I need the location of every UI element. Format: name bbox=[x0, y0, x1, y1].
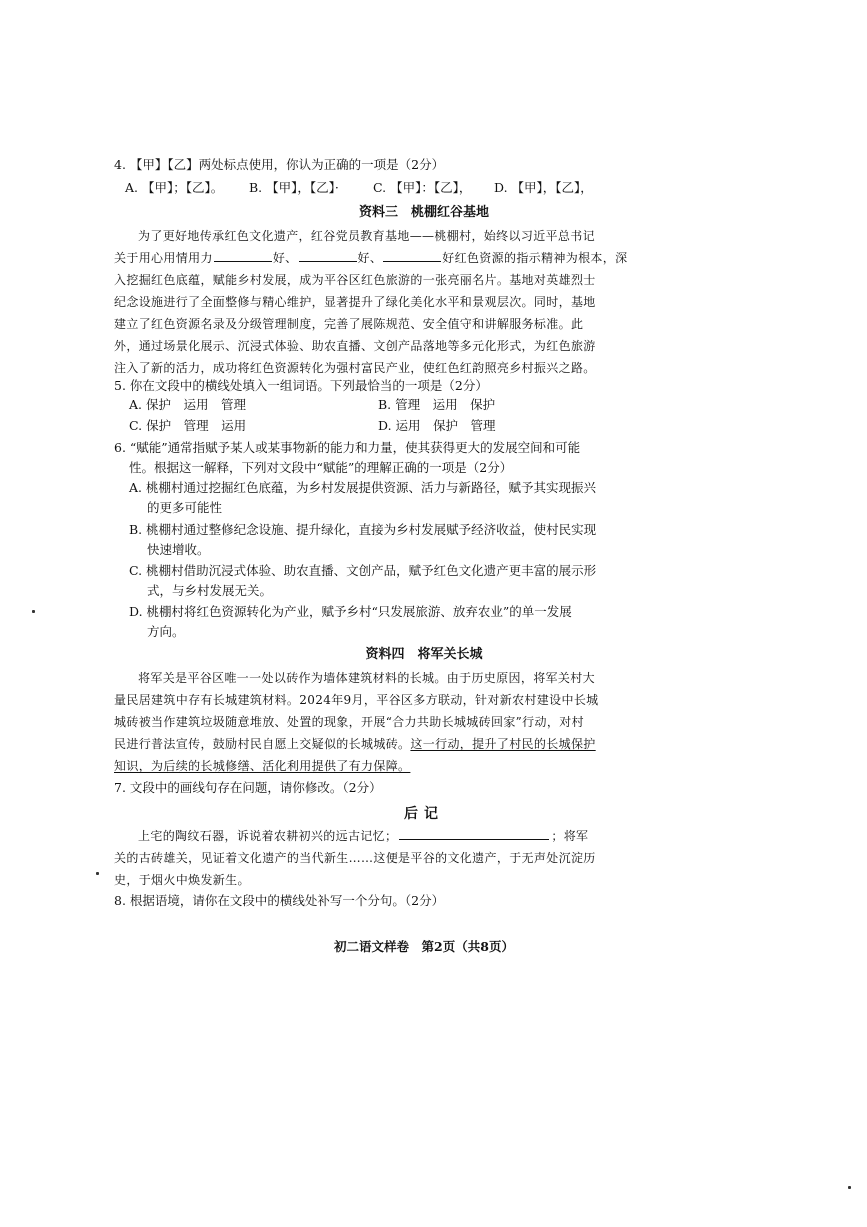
q6-option-c-line-1: C. 桃棚村借助沉浸式体验、助农直播、文创产品，赋予红色文化遗产更丰富的展示形 bbox=[129, 563, 597, 578]
afterword-line-3: 史，于烟火中焕发新生。 bbox=[114, 873, 250, 887]
q6-option-b-line-2: 快速增收。 bbox=[147, 542, 210, 557]
material3-line2-suffix: 好红色资源的指示精神为根本，深 bbox=[442, 251, 628, 265]
page-footer: 初二语文样卷 第2页（共8页） bbox=[334, 939, 514, 954]
material3-line2-prefix: 关于用心用情用力 bbox=[114, 251, 213, 265]
underlined-sentence-part-1: 这一行动，提升了村民的长城保护 bbox=[410, 737, 596, 751]
q5-option-b: B. 管理 运用 保护 bbox=[378, 397, 496, 412]
material4-line-5 bbox=[114, 758, 734, 774]
q4-option-c: C. 【甲】：【乙】， bbox=[373, 180, 472, 195]
material4-line-4 bbox=[114, 736, 734, 752]
q6-option-a-line-2: 的更多可能性 bbox=[147, 500, 223, 515]
material3-line2-mid1: 好、 bbox=[272, 251, 298, 265]
q5-stem: 5. 你在文段中的横线处填入一组词语。下列最恰当的一项是（2分） bbox=[114, 378, 488, 393]
afterword-line-1 bbox=[114, 828, 734, 844]
material3-line-3: 入挖掘红色底蕴，赋能乡村发展，成为平谷区红色旅游的一张亮丽名片。基地对英雄烈士 bbox=[114, 273, 596, 287]
material3-line-5: 建立了红色资源名录及分级管理制度，完善了展陈规范、安全值守和讲解服务标准。此 bbox=[114, 317, 584, 331]
q6-option-c-line-2: 式，与乡村发展无关。 bbox=[147, 583, 273, 598]
q5-option-a: A. 保护 运用 管理 bbox=[129, 397, 246, 412]
material4-line4-plain: 民进行普法宣传，鼓励村民自愿上交疑似的长城城砖。 bbox=[114, 737, 411, 751]
afterword-fill-blank bbox=[399, 828, 549, 840]
q5-option-c: C. 保护 管理 运用 bbox=[129, 418, 247, 433]
afterword-line-2: 关的古砖雄关，见证着文化遗产的当代新生……这便是平谷的文化遗产，于无声处沉淀历 bbox=[114, 851, 596, 865]
fill-blank-1 bbox=[214, 250, 272, 262]
q8-stem: 8. 根据语境，请你在文段中的横线处补写一个分句。（2分） bbox=[114, 893, 445, 908]
material3-line2-mid2: 好、 bbox=[357, 251, 383, 265]
fill-blank-2 bbox=[299, 250, 357, 262]
q6-option-b-line-1: B. 桃棚村通过整修纪念设施、提升绿化，直接为乡村发展赋予经济收益，使村民实现 bbox=[129, 522, 597, 537]
q6-option-a-line-1: A. 桃棚村通过挖掘红色底蕴，为乡村发展提供资源、活力与新路径，赋予其实现振兴 bbox=[129, 480, 596, 495]
material3-line-1: 为了更好地传承红色文化遗产，红谷党员教育基地——桃棚村，始终以习近平总书记 bbox=[138, 229, 595, 243]
afterword-line1-prefix: 上宅的陶纹石器，诉说着农耕初兴的远古记忆； bbox=[138, 829, 398, 843]
material3-line-7: 注入了新的活力，成功将红色资源转化为强村富民产业，使红色红韵照亮乡村振兴之路。 bbox=[114, 361, 596, 375]
q6-option-d-line-1: D. 桃棚村将红色资源转化为产业，赋予乡村“只发展旅游、放弃农业”的单一发展 bbox=[129, 604, 572, 619]
q6-stem-line-2: 性。根据这一解释，下列对文段中“赋能”的理解正确的一项是（2分） bbox=[129, 460, 513, 475]
material3-line-2 bbox=[114, 250, 734, 266]
q4-stem: 4. 【甲】【乙】两处标点使用，你认为正确的一项是（2分） bbox=[114, 157, 445, 172]
material4-title: 资料四 将军关长城 bbox=[365, 647, 483, 662]
scan-speck bbox=[96, 872, 99, 875]
material4-line-3: 城砖被当作建筑垃圾随意堆放、处置的现象，开展“合力共助长城城砖回家”行动，对村 bbox=[114, 715, 584, 729]
fill-blank-3 bbox=[383, 250, 441, 262]
afterword-title: 后记 bbox=[404, 806, 444, 822]
q6-stem-line-1: 6. “赋能”通常指赋予某人或某事物新的能力和力量，使其获得更大的发展空间和可能 bbox=[114, 440, 581, 455]
afterword-line1-suffix: ；将军 bbox=[551, 829, 589, 843]
material3-line-6: 外，通过场景化展示、沉浸式体验、助农直播、文创产品落地等多元化形式，为红色旅游 bbox=[114, 339, 596, 353]
q4-option-b: B. 【甲】，【乙】· bbox=[249, 180, 339, 195]
scan-speck bbox=[848, 1186, 851, 1189]
q5-option-d: D. 运用 保护 管理 bbox=[378, 418, 496, 433]
q6-option-d-line-2: 方向。 bbox=[147, 624, 185, 639]
scan-speck bbox=[32, 610, 35, 613]
material4-line-1: 将军关是平谷区唯一一处以砖作为墙体建筑材料的长城。由于历史原因，将军关村大 bbox=[138, 671, 595, 685]
material4-line-2: 量民居建筑中存有长城建筑材料。2024年9月，平谷区多方联动，针对新农村建设中长城 bbox=[114, 693, 599, 707]
q4-option-a: A. 【甲】；【乙】。 bbox=[125, 180, 224, 195]
underlined-sentence-part-2: 知识，为后续的长城修缮、活化利用提供了有力保障。 bbox=[114, 759, 411, 773]
material3-line-4: 纪念设施进行了全面整修与精心维护，显著提升了绿化美化水平和景观层次。同时，基地 bbox=[114, 295, 596, 309]
q4-option-d: D. 【甲】，【乙】， bbox=[494, 180, 593, 195]
material3-title: 资料三 桃棚红谷基地 bbox=[358, 205, 489, 220]
q7-stem: 7. 文段中的画线句存在问题，请你修改。（2分） bbox=[114, 780, 382, 795]
